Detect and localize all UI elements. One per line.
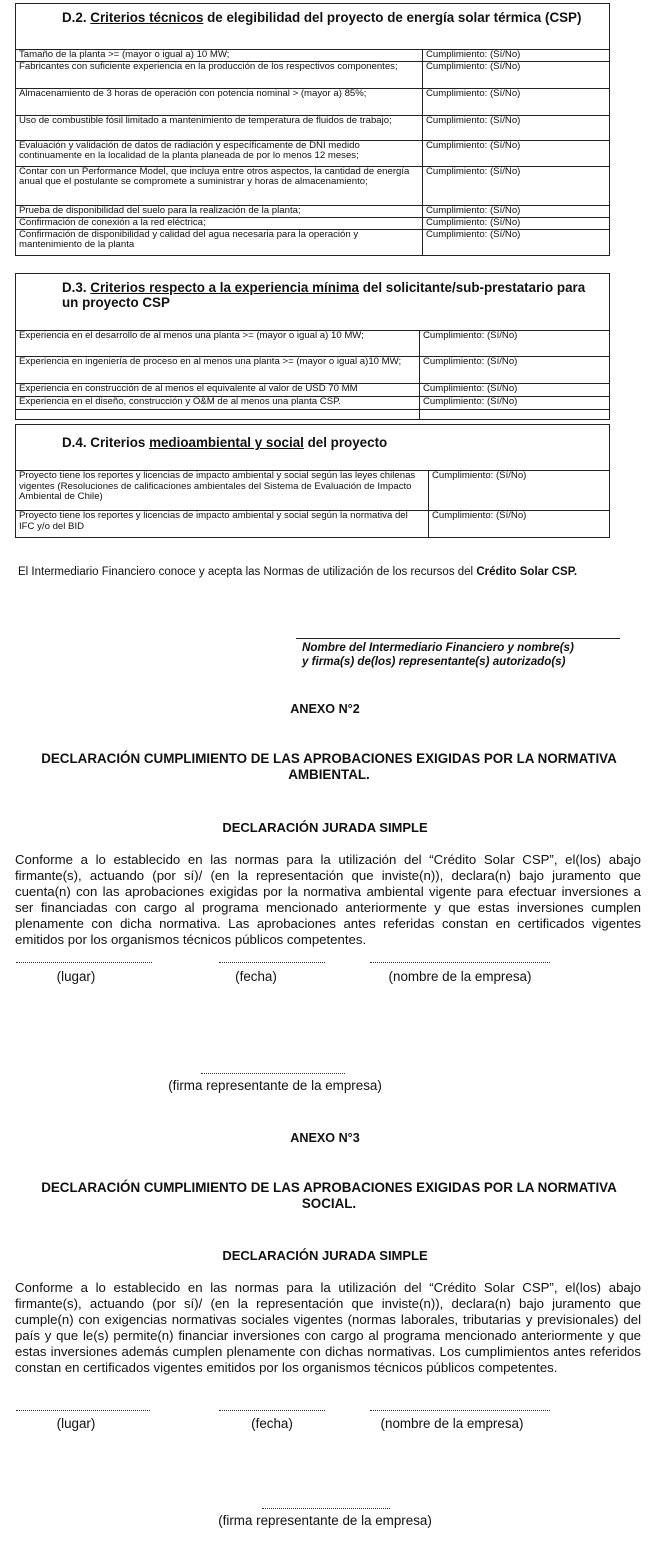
criterion-cell: Proyecto tiene los reportes y licencias de impacto ambiental y social según la normativa del IFC y/o del BID (16, 511, 429, 538)
criterion-cell: Experiencia en el diseño, construcción y O&M de al menos una planta CSP. (16, 397, 420, 410)
compliance-cell: Cumplimiento: (Sí/No) (420, 384, 610, 397)
annex2-company-label: (nombre de la empresa) (388, 969, 532, 984)
criterion-cell: Confirmación de conexión a la red eléctrica; (16, 217, 423, 229)
compliance-cell: Cumplimiento: (Sí/No) (423, 229, 610, 255)
criterion-cell: Experiencia en ingeniería de proceso en al menos una planta >= (mayor o igual a)10 MW; (16, 357, 420, 384)
annex2-date-label: (fecha) (235, 969, 277, 984)
compliance-cell: Cumplimiento: (Sí/No) (423, 217, 610, 229)
environmental-social-criteria-table (15, 424, 610, 538)
annex3-date-label: (fecha) (251, 1416, 293, 1431)
section-d2-heading: D.2. Criterios técnicos de elegibilidad del proyecto de energía solar térmica (CSP) (16, 4, 610, 50)
criterion-cell: Tamaño de la planta >= (mayor o igual a) 10 MW; (16, 50, 423, 62)
section-d4-heading: D.4. Criterios medioambiental y social del proyecto (16, 425, 610, 471)
table-row (16, 229, 610, 255)
signature-dotted-line (201, 1073, 345, 1074)
table-row (16, 88, 610, 115)
criterion-cell: Fabricantes con suficiente experiencia en la producción de los respectivos componentes; (16, 61, 423, 88)
criterion-cell: Contar con un Performance Model, que incluya entre otros aspectos, la cantidad de energía anual que el postulante se compromete a suministrar y horas de almacenamiento; (16, 166, 423, 205)
table-row (16, 140, 610, 166)
table-row (16, 205, 610, 217)
annex3-place-label: (lugar) (56, 1416, 96, 1431)
compliance-cell: Cumplimiento: (Sí/No) (423, 50, 610, 62)
experience-criteria-table (15, 273, 610, 420)
criterion-cell: Proyecto tiene los reportes y licencias de impacto ambiental y social según las leyes chilenas vigentes (Resoluciones de calificaciones ambientales del Sistema de Evaluación de Impacto Ambiental de Chile) (16, 471, 429, 511)
compliance-cell: Cumplimiento: (Sí/No) (423, 115, 610, 140)
annex3-company-label: (nombre de la empresa) (380, 1416, 524, 1431)
table-row (16, 511, 610, 538)
section-d3-heading: D.3. Criterios respecto a la experiencia mínima del solicitante/sub-prestatario para un proyecto CSP (16, 274, 610, 331)
annex2-subheading: DECLARACIÓN JURADA SIMPLE (222, 820, 428, 835)
compliance-cell: Cumplimiento: (Sí/No) (423, 61, 610, 88)
annex2-title: ANEXO N°2 (290, 702, 360, 716)
acceptance-statement: El Intermediario Financiero conoce y acepta las Normas de utilización de los recursos del Crédito Solar CSP. (18, 566, 578, 578)
compliance-cell: Cumplimiento: (Sí/No) (423, 140, 610, 166)
place-dotted-line (16, 962, 152, 963)
intermediary-signature-label: Nombre del Intermediario Financiero y nombre(s) y firma(s) de(los) representante(s) autorizado(s) (302, 641, 574, 668)
table-row (16, 50, 610, 62)
signature-dotted-line (262, 1508, 390, 1509)
criterion-cell: Experiencia en construcción de al menos el equivalente al valor de USD 70 MM (16, 384, 420, 397)
table-row (16, 166, 610, 205)
table-row (16, 397, 610, 410)
table-row (16, 331, 610, 357)
annex3-title: ANEXO N°3 (290, 1131, 360, 1145)
place-dotted-line (16, 1410, 150, 1411)
criterion-cell: Experiencia en el desarrollo de al menos una planta >= (mayor o igual a) 10 MW; (16, 331, 420, 357)
criterion-cell: Confirmación de disponibilidad y calidad del agua necesaria para la operación y mantenimiento de la planta (16, 229, 423, 255)
annex3-subheading: DECLARACIÓN JURADA SIMPLE (222, 1248, 428, 1263)
criterion-cell: Prueba de disponibilidad del suelo para la realización de la planta; (16, 205, 423, 217)
table-row (16, 384, 610, 397)
compliance-cell: Cumplimiento: (Sí/No) (420, 331, 610, 357)
technical-criteria-table (15, 3, 610, 256)
annex2-declaration-paragraph: Conforme a lo establecido en las normas para la utilización del “Crédito Solar CSP”, el(los) abajo firmante(s), actuando (por sí)/ (en la representación que inviste(n)), declara(n) bajo juramento que cuenta(n) con las aprobaciones exigidas por la normativa ambiental vigente para efectuar inversiones a ser financiadas con cargo al programa mencionado anteriormente y que estas inversiones cumplen plenamente con dicha normativa. Las aprobaciones antes referidas constan en certificados vigentes emitidos por los organismos técnicos públicos competentes. (15, 852, 641, 947)
company-dotted-line (370, 1410, 550, 1411)
criterion-cell: Almacenamiento de 3 horas de operación con potencia nominal > (mayor a) 85%; (16, 88, 423, 115)
compliance-cell: Cumplimiento: (Sí/No) (423, 205, 610, 217)
company-dotted-line (370, 962, 550, 963)
table-row (16, 217, 610, 229)
compliance-cell: Cumplimiento: (Sí/No) (423, 166, 610, 205)
annex2-signature-label: (firma representante de la empresa) (168, 1078, 382, 1093)
compliance-cell: Cumplimiento: (Sí/No) (420, 357, 610, 384)
compliance-cell: Cumplimiento: (Sí/No) (429, 471, 610, 511)
annex3-signature-label: (firma representante de la empresa) (218, 1513, 432, 1528)
annex3-heading: DECLARACIÓN CUMPLIMIENTO DE LAS APROBACIONES EXIGIDAS POR LA NORMATIVA SOCIAL. (41, 1180, 617, 1211)
table-row (16, 410, 610, 420)
annex3-declaration-paragraph: Conforme a lo establecido en las normas para la utilización del “Crédito Solar CSP”, el(los) abajo firmante(s), actuando (por sí)/ (en la representación que inviste(n)), declara(n) bajo juramento que cumple(n) con exigencias normativas sociales vigentes (normas laborales, tributarias y previsionales) del país y que le(s) permite(n) financiar inversiones con cargo al programa mencionado anteriormente y que estas inversiones además cumplen plenamente con dichas normativas. Los cumplimientos antes referidos constan en certificados vigentes emitidos por los organismos técnicos públicos competentes. (15, 1280, 641, 1375)
date-dotted-line (219, 962, 325, 963)
date-dotted-line (219, 1410, 325, 1411)
annex2-place-label: (lugar) (56, 969, 96, 984)
table-row (16, 357, 610, 384)
table-row (16, 61, 610, 88)
criterion-cell: Evaluación y validación de datos de radiación y específicamente de DNI medido continuamente en la localidad de la planta planeada de por lo menos 12 meses; (16, 140, 423, 166)
signature-line (296, 638, 620, 639)
compliance-cell: Cumplimiento: (Sí/No) (423, 88, 610, 115)
compliance-cell: Cumplimiento: (Sí/No) (429, 511, 610, 538)
compliance-cell: Cumplimiento: (Sí/No) (420, 397, 610, 410)
table-row (16, 115, 610, 140)
criterion-cell: Uso de combustible fósil limitado a mantenimiento de temperatura de fluidos de trabajo; (16, 115, 423, 140)
annex2-heading: DECLARACIÓN CUMPLIMIENTO DE LAS APROBACIONES EXIGIDAS POR LA NORMATIVA AMBIENTAL. (41, 751, 617, 782)
credit-name: Crédito Solar CSP. (476, 566, 578, 578)
table-row (16, 471, 610, 511)
